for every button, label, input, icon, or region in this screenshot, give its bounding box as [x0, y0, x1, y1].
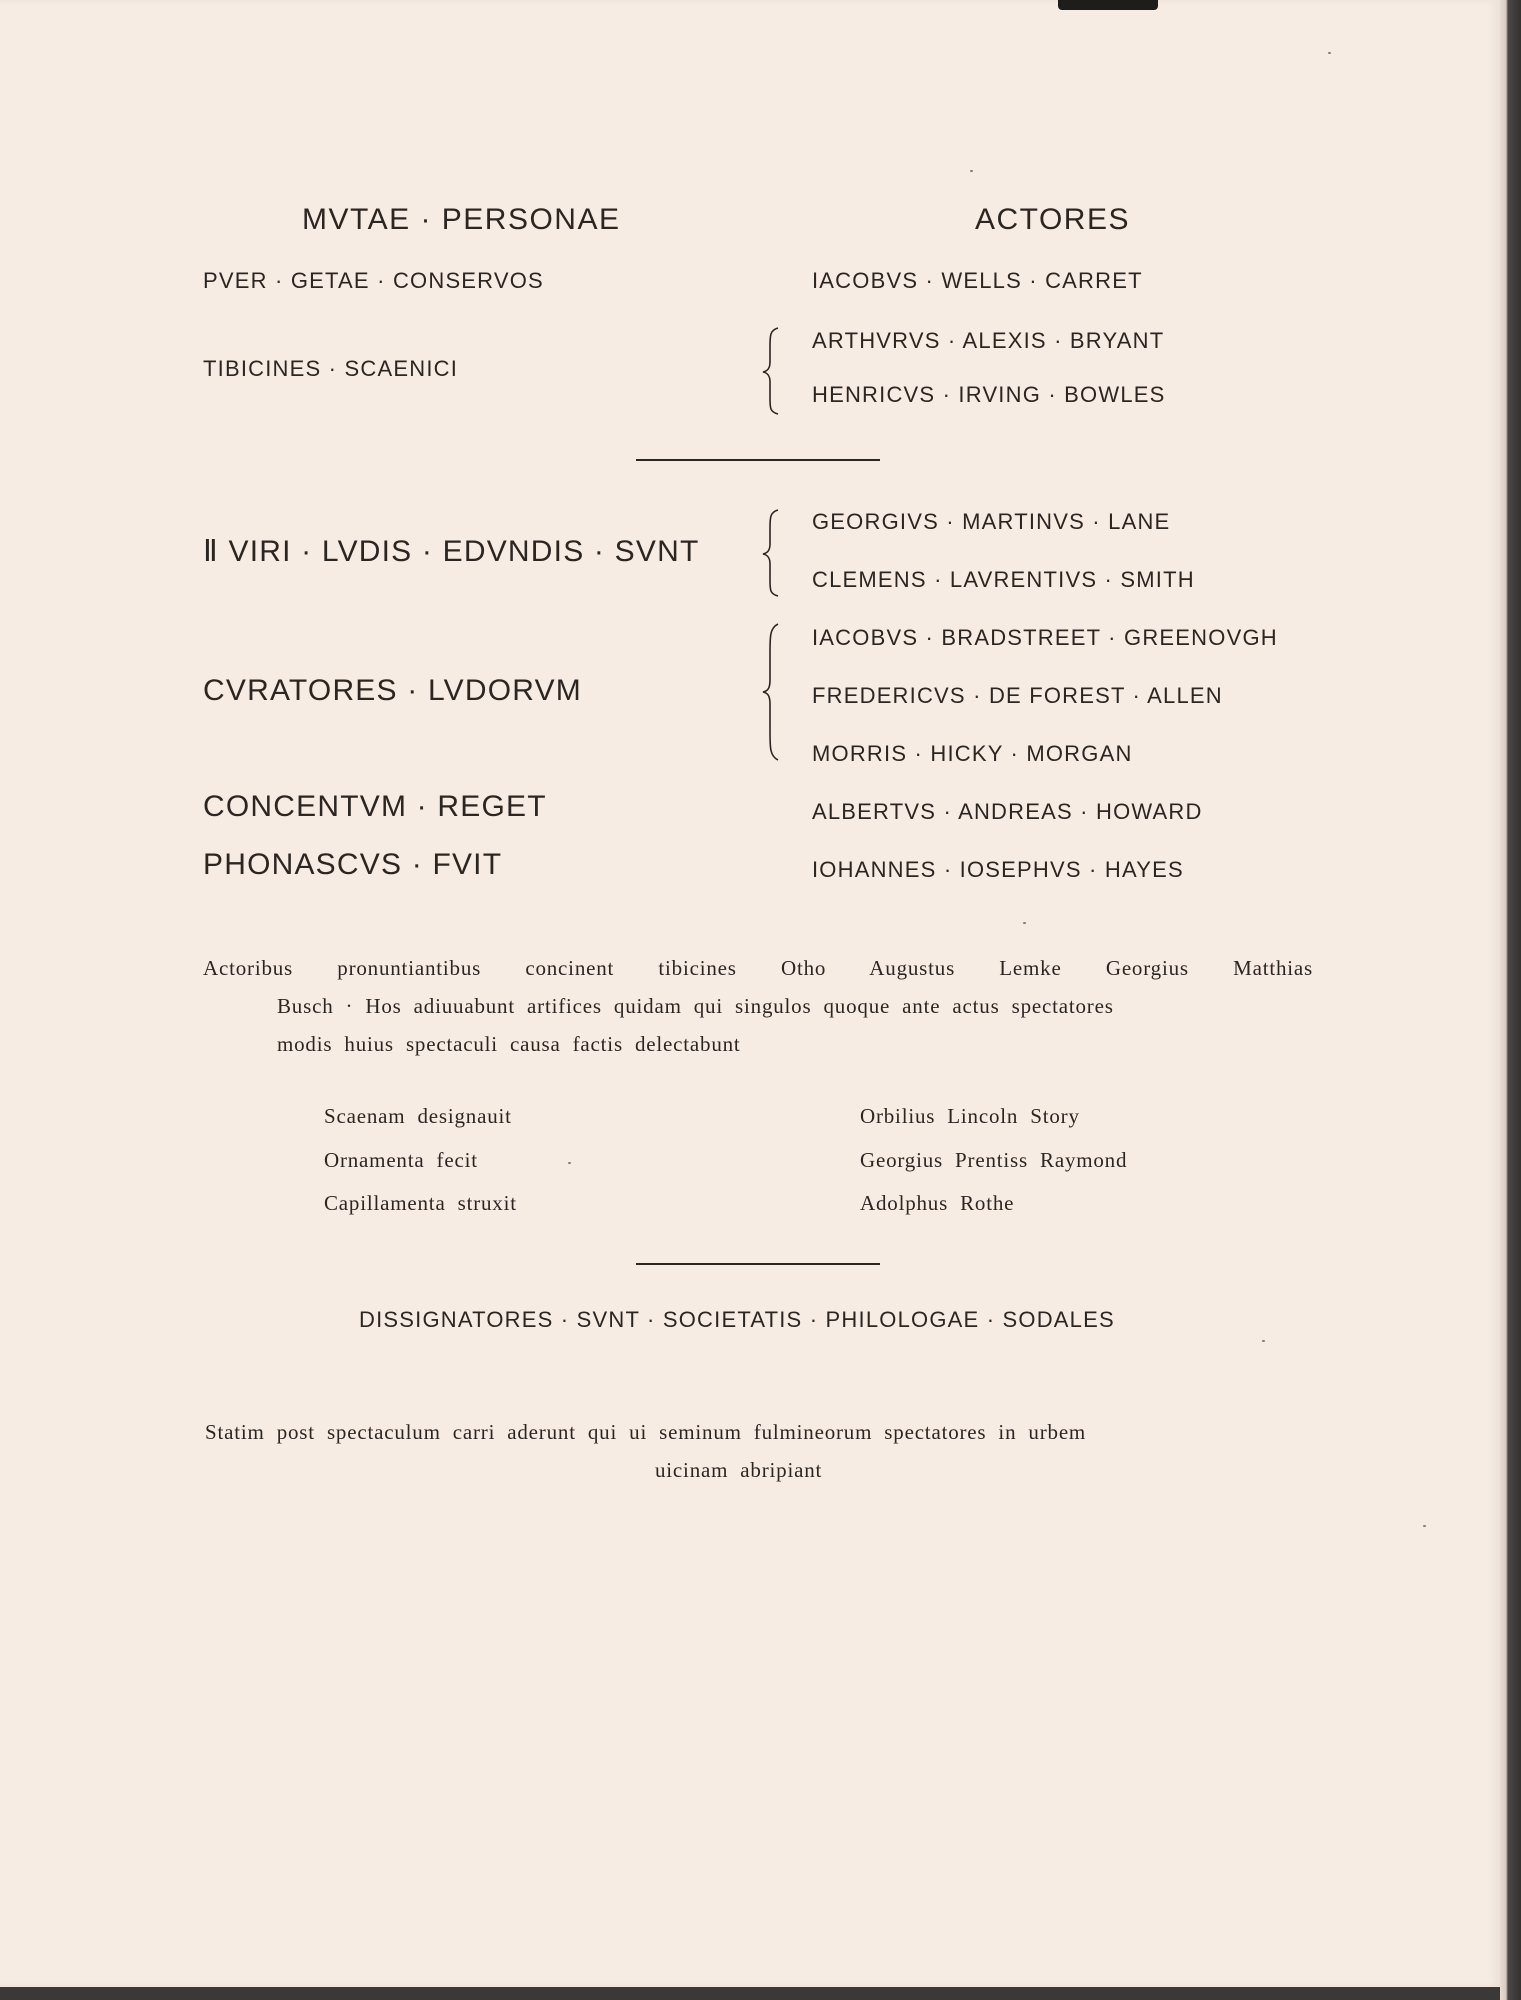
credit-role: Ornamenta fecit: [324, 1148, 478, 1172]
binding-tab: [1058, 0, 1158, 10]
divider-rule: [636, 459, 880, 461]
actor-name: HENRICVS · IRVING · BOWLES: [812, 382, 1166, 407]
role-puer: PVER · GETAE · CONSERVOS: [203, 268, 544, 293]
label-concentum: CONCENTVM · REGET: [203, 790, 547, 823]
curator-name: FREDERICVS · DE FOREST · ALLEN: [812, 683, 1223, 708]
credit-role: Capillamenta struxit: [324, 1191, 517, 1215]
brace-duoviri: [760, 508, 784, 598]
actor-name: ARTHVRVS · ALEXIS · BRYANT: [812, 328, 1165, 353]
closing-line: Statim post spectaculum carri aderunt qui ui seminum fulmineorum spectatores in urbem: [205, 1420, 1087, 1444]
paper-speck: [1328, 52, 1331, 54]
brace-tibicines: [760, 326, 784, 416]
heading-actores: ACTORES: [975, 203, 1130, 236]
actor-name: IACOBVS · WELLS · CARRET: [812, 268, 1143, 293]
concentum-name: ALBERTVS · ANDREAS · HOWARD: [812, 799, 1203, 824]
music-paragraph-line: Actoribus pronuntiantibus concinent tibicines Otho Augustus Lemke Georgius Matthias: [203, 956, 1313, 980]
duoviri-name: GEORGIVS · MARTINVS · LANE: [812, 509, 1171, 534]
role-tibicines: TIBICINES · SCAENICI: [203, 356, 459, 381]
music-paragraph-line: Busch · Hos adiuuabunt artifices quidam qui singulos quoque ante actus spectatores: [277, 994, 1114, 1018]
curator-name: IACOBVS · BRADSTREET · GREENOVGH: [812, 625, 1278, 650]
paper-speck: [1023, 922, 1026, 924]
paper-speck: [1262, 1340, 1265, 1342]
closing-line: uicinam abripiant: [655, 1458, 823, 1482]
paper-speck: [1423, 1525, 1426, 1527]
paper-speck: [568, 1162, 571, 1164]
heading-mutae-personae: MVTAE · PERSONAE: [302, 203, 621, 236]
credit-role: Scaenam designauit: [324, 1104, 512, 1128]
credit-name: Adolphus Rothe: [860, 1191, 1015, 1215]
label-duoviri: Ⅱ VIRI · LVDIS · EDVNDIS · SVNT: [203, 535, 700, 568]
page-edge: [1500, 0, 1521, 2000]
credit-name: Georgius Prentiss Raymond: [860, 1148, 1128, 1172]
credit-name: Orbilius Lincoln Story: [860, 1104, 1080, 1128]
divider-rule: [636, 1263, 880, 1265]
music-paragraph-line: modis huius spectaculi causa factis delectabunt: [277, 1032, 741, 1056]
paper-speck: [970, 170, 973, 172]
duoviri-name: CLEMENS · LAVRENTIVS · SMITH: [812, 567, 1195, 592]
curator-name: MORRIS · HICKY · MORGAN: [812, 741, 1133, 766]
label-phonascus: PHONASCVS · FVIT: [203, 848, 503, 881]
phonascus-name: IOHANNES · IOSEPHVS · HAYES: [812, 857, 1184, 882]
label-curatores: CVRATORES · LVDORVM: [203, 674, 582, 707]
brace-curatores: [760, 622, 784, 762]
dissignatores-line: DISSIGNATORES · SVNT · SOCIETATIS · PHILOLOGAE · SODALES: [359, 1307, 1115, 1332]
